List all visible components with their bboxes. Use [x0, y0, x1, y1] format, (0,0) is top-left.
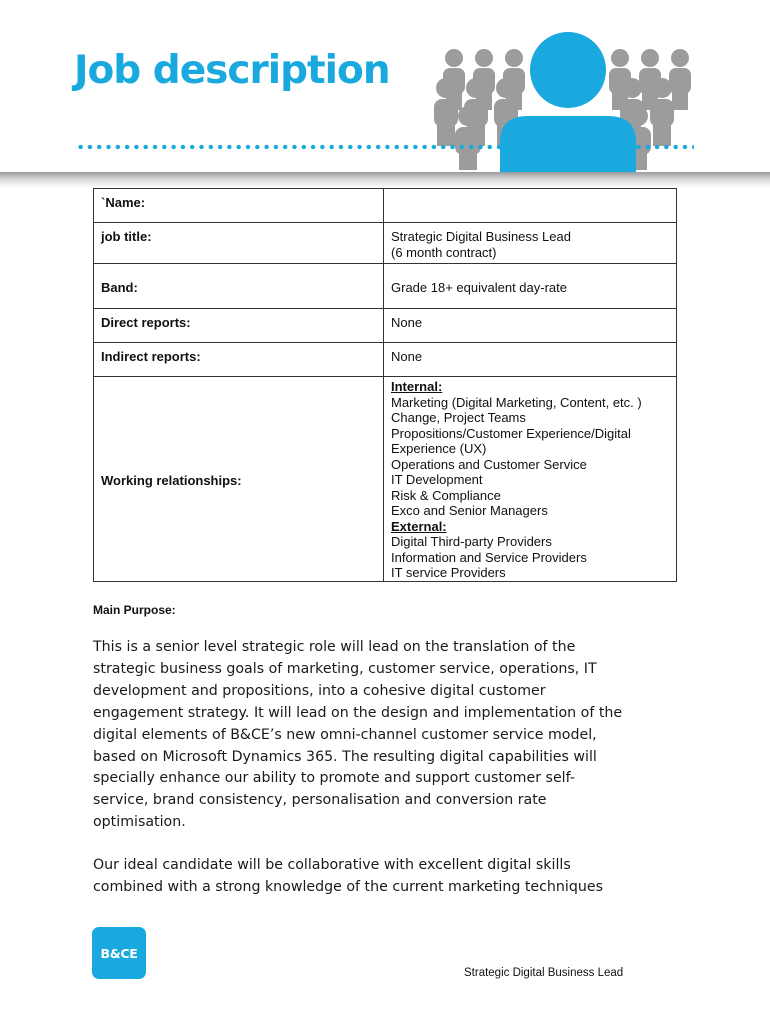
working-relationships-label: Working relationships:: [94, 377, 384, 582]
list-item: Exco and Senior Managers: [391, 503, 548, 518]
bce-logo: B&CE: [92, 927, 146, 979]
paragraph-line: This is a senior level strategic role will lead on the translation of the: [93, 639, 576, 655]
paragraph-line: combined with a strong knowledge of the current marketing techniques: [93, 878, 603, 895]
list-item: Experience (UX): [391, 441, 487, 456]
working-relationships-value: [384, 377, 677, 582]
name-value: [384, 189, 677, 223]
footer-page-label: Strategic Digital Business Lead: [464, 967, 624, 979]
external-heading: External:: [391, 518, 447, 534]
paragraph-line: optimisation.: [93, 814, 186, 831]
page-title: Job description: [74, 48, 390, 93]
job-title-value: [384, 223, 677, 264]
dotted-divider: [76, 144, 694, 150]
indirect-reports-value: None: [384, 343, 677, 377]
internal-heading: Internal:: [391, 379, 443, 394]
ideal-candidate-paragraph: [93, 855, 683, 899]
table-row: [94, 223, 677, 264]
list-item: IT service Providers: [391, 565, 506, 580]
paragraph-line: service, brand consistency, personalisation and conversion rate: [93, 792, 547, 809]
list-item: Operations and Customer Service: [391, 456, 587, 472]
table-row: [94, 189, 677, 223]
list-item: Information and Service Providers: [391, 549, 587, 565]
contract-text: (6 month contract): [391, 244, 497, 260]
header-shadow-rule: [0, 172, 770, 188]
list-item: Change, Project Teams: [391, 410, 526, 425]
paragraph-line: strategic business goals of marketing, customer service, operations, IT: [93, 660, 597, 677]
job-title-text: Strategic Digital Business Lead: [391, 229, 571, 244]
band-value: Grade 18+ equivalent day-rate: [384, 264, 677, 309]
main-purpose-paragraph: [93, 637, 683, 834]
paragraph-line: specially enhance our ability to promote and support customer self-: [93, 770, 575, 787]
table-row: [94, 309, 677, 343]
table-row: [94, 343, 677, 377]
main-purpose-heading: Main Purpose:: [93, 603, 176, 617]
paragraph-line: digital elements of B&CE’s new omni-channel customer service model,: [93, 726, 597, 743]
indirect-reports-label: Indirect reports:: [94, 343, 384, 377]
job-details-table: [93, 188, 677, 582]
table-row: [94, 264, 677, 309]
name-label: `Name:: [94, 189, 384, 223]
band-label: Band:: [94, 264, 384, 309]
paragraph-line: development and propositions, into a cohesive digital customer: [93, 682, 546, 699]
list-item: Marketing (Digital Marketing, Content, etc. ): [391, 394, 642, 410]
paragraph-line: Our ideal candidate will be collaborative with excellent digital skills: [93, 857, 571, 873]
direct-reports-value: None: [384, 309, 677, 343]
list-item: IT Development: [391, 472, 483, 487]
table-row: [94, 377, 677, 582]
direct-reports-label: Direct reports:: [94, 309, 384, 343]
paragraph-line: based on Microsoft Dynamics 365. The resulting digital capabilities will: [93, 748, 597, 765]
paragraph-line: engagement strategy. It will lead on the design and implementation of the: [93, 704, 623, 721]
team-people-icon: [432, 30, 702, 175]
list-item: Digital Third-party Providers: [391, 534, 552, 549]
list-item: Risk & Compliance: [391, 487, 501, 503]
list-item: Propositions/Customer Experience/Digital: [391, 425, 631, 441]
job-title-label: job title:: [94, 223, 384, 264]
